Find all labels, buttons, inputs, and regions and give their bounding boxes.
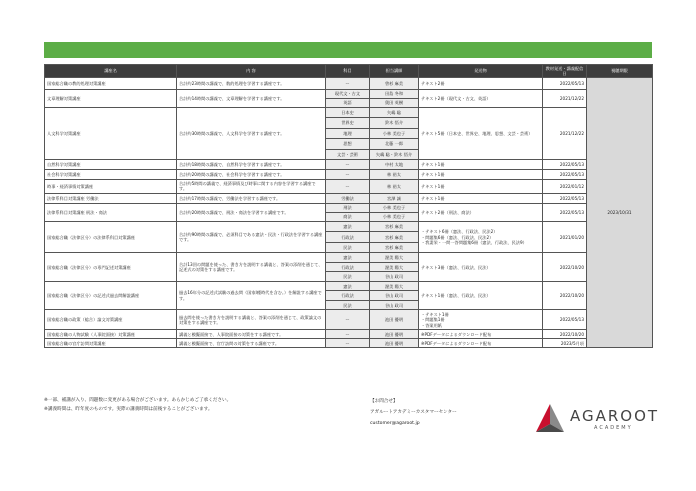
table-row: [45, 253, 653, 263]
contact-block: [370, 396, 457, 429]
course-content: 合計13回の問題を使った、書き方を説明する講義と、答案の添削を通じて、記述式の対策をする講座です。: [177, 253, 326, 282]
instructor-cell: 池田 優明: [370, 330, 419, 339]
course-name: 国家総合職（法律区分）の法律系科目対策講座: [45, 221, 177, 253]
logo-wordmark: AGAROOT: [570, 407, 660, 425]
course-content: 講義と模擬面接で、人事院面接の対策をする講座です。: [177, 330, 326, 339]
instructor-cell: 池田 優明: [370, 310, 419, 330]
instructor-cell: 中村 太地: [370, 159, 419, 169]
course-name: 国家総合職（法律区分）の専門記述対策講座: [45, 253, 177, 282]
course-name: 国家総合職の人物試験（人事院面接）対策講座: [45, 330, 177, 339]
date-cell: 2021/12/22: [543, 108, 587, 160]
course-name: 国家総合職の政策（総合）論文対策講座: [45, 310, 177, 330]
instructor-cell: 宮澤 誠: [370, 193, 419, 203]
subject-cell: 行政法: [326, 291, 370, 301]
instructor-cell: 林 裕太: [370, 169, 419, 179]
table-row: [45, 193, 653, 203]
course-content: 合計約5時間の講義で、経済事情及び時事に関する内容を学習する講座です。: [177, 179, 326, 193]
subject-cell: 民法: [326, 242, 370, 253]
material-cell: ・テキスト1冊 ・問題集1冊 ・答案用紙: [419, 310, 543, 330]
instructor-cell: 田島 冬和: [370, 90, 419, 99]
table-row: [45, 78, 653, 90]
course-name: 国家総合職の教的処理対策講座: [45, 78, 177, 90]
contact-label: 【お問合せ】: [370, 399, 398, 404]
instructor-cell: 小林 美也子: [370, 203, 419, 212]
agaroot-logo: [532, 402, 660, 438]
course-content: 合計約20時間の講義で、刑法・商法を学習する講座です。: [177, 203, 326, 221]
date-cell: 2023/5月頃: [543, 339, 587, 348]
subject-cell: 憲法: [326, 253, 370, 263]
subject-cell: 憲法: [326, 221, 370, 232]
course-content: 過去16年分の記述式試験の過去問（国家I種時代を含む。）を解説する講座です。: [177, 281, 326, 310]
course-name: 法律系科目対策講座 刑法・商法: [45, 203, 177, 221]
table-row: [45, 221, 653, 232]
subject-cell: ー: [326, 339, 370, 348]
course-content: 合計約17時間の講義で、労働法を学習する講座です。: [177, 193, 326, 203]
course-content: 合計約30時間の講義で、人文科学を学習する講座です。: [177, 108, 326, 160]
date-cell: 2022/05/13: [543, 169, 587, 179]
instructor-cell: 奥田 英樹: [370, 99, 419, 108]
subject-cell: 刑法: [326, 203, 370, 212]
material-cell: テキスト5冊（日本史、世界史、地理、思想、文芸・芸術）: [419, 108, 543, 160]
material-cell: テキスト2冊（刑法、商法）: [419, 203, 543, 221]
subject-cell: ー: [326, 78, 370, 90]
course-content: 合計約90時間の講義で、必須科目である憲法・民法・行政法を学習する講座です。: [177, 221, 326, 253]
date-cell: 2022/05/13: [543, 159, 587, 169]
course-name: 国家総合職の官庁訪問対策講座: [45, 339, 177, 348]
footnote: ※一部、補講が入り、問題数に変更がある場合がございます。あらかじめご了承ください。: [44, 398, 232, 403]
subject-cell: ー: [326, 330, 370, 339]
instructor-cell: 宮杉 麻美: [370, 221, 419, 232]
logo-subtitle: ACADEMY: [594, 425, 633, 431]
instructor-cell: 谷山 政司: [370, 300, 419, 310]
subject-cell: 商法: [326, 212, 370, 221]
date-cell: 2022/05/13: [543, 203, 587, 221]
table-row: [45, 90, 653, 99]
table-row: [45, 310, 653, 330]
subject-cell: 世界史: [326, 118, 370, 128]
table-row: [45, 281, 653, 291]
course-name: 文章理解対策講座: [45, 90, 177, 108]
course-content: 過去問を使った書き方を説明する講義と、答案の添削を通じて、政策論文の対策をする講座です。: [177, 310, 326, 330]
contact-org: アガルートアカデミーカスタマーセンター: [370, 410, 457, 415]
instructor-cell: 小林 美也子: [370, 128, 419, 138]
course-content: 講義と模擬面接で、官庁訪問の対策をする講座です。: [177, 339, 326, 348]
instructor-cell: 渥美 陽大: [370, 281, 419, 291]
instructor-cell: 宮杉 麻美: [370, 232, 419, 243]
instructor-cell: 渥美 陽大: [370, 253, 419, 263]
course-name: 自然科学対策講座: [45, 159, 177, 169]
material-cell: テキスト1冊: [419, 169, 543, 179]
subject-cell: ー: [326, 179, 370, 193]
subject-cell: 思想: [326, 139, 370, 149]
subject-cell: 労働法: [326, 193, 370, 203]
subject-cell: ー: [326, 310, 370, 330]
table-row: [45, 169, 653, 179]
date-cell: 2022/01/12: [543, 179, 587, 193]
course-name: 法律系科目対策講座 労働法: [45, 193, 177, 203]
material-cell: テキスト1冊（憲法、行政法、民法）: [419, 281, 543, 310]
table-row: [45, 339, 653, 348]
logo-triangle-icon: [532, 402, 568, 438]
subject-cell: 文芸・芸術: [326, 149, 370, 159]
table-row: [45, 159, 653, 169]
course-content: 合計約20時間の講義で、社会科学を学習する講座です。: [177, 169, 326, 179]
subject-cell: 民法: [326, 272, 370, 282]
subject-cell: 英語: [326, 99, 370, 108]
instructor-cell: 曽杉 麻美: [370, 78, 419, 90]
instructor-cell: 池田 優明: [370, 339, 419, 348]
header-date: 教材発送・講義配信日: [543, 65, 587, 78]
course-content: 合計約14時間の講義で、文章理解を学習する講座です。: [177, 90, 326, 108]
subject-cell: ー: [326, 169, 370, 179]
instructor-cell: 小林 美也子: [370, 212, 419, 221]
header-course-name: 講座名: [45, 65, 177, 78]
date-cell: 2022/05/13: [543, 193, 587, 203]
material-cell: テキスト1冊: [419, 179, 543, 193]
material-cell: テキスト2冊: [419, 78, 543, 90]
instructor-cell: 林 裕太: [370, 179, 419, 193]
footnote: ※講義時間は、昨年度のものです。実際の講義時間は前後することがございます。: [44, 407, 213, 412]
course-name: 時事・経済事情対策講座: [45, 179, 177, 193]
subject-cell: 民法: [326, 300, 370, 310]
header-material: 発送物: [419, 65, 543, 78]
instructor-cell: 矢嶋 聡: [370, 108, 419, 118]
material-cell: テキスト3冊（憲法、行政法、民法）: [419, 253, 543, 282]
instructor-cell: 宮杉 麻美: [370, 242, 419, 253]
table-header-row: [45, 65, 653, 78]
date-cell: 2022/05/13: [543, 78, 587, 90]
header-instructor: 担当講師: [370, 65, 419, 78]
table-row: [45, 330, 653, 339]
course-name: 国家総合職（法律区分）の記述式過去問解説講座: [45, 281, 177, 310]
subject-cell: 憲法: [326, 281, 370, 291]
course-table: [44, 64, 653, 348]
material-cell: テキスト1冊: [419, 193, 543, 203]
contact-email[interactable]: customer@agaroot.jp: [370, 421, 420, 426]
table-row: [45, 108, 653, 118]
course-content: 合計約23時間の講義で、数的処理を学習する講座です。: [177, 78, 326, 90]
instructor-cell: 渥美 陽大: [370, 262, 419, 272]
subject-cell: 行政法: [326, 232, 370, 243]
date-cell: 2021/12/22: [543, 90, 587, 108]
subject-cell: 現代文・古文: [326, 90, 370, 99]
course-name: 人文科学対策講座: [45, 108, 177, 160]
instructor-cell: 北藤 一郎: [370, 139, 419, 149]
subject-cell: 日本史: [326, 108, 370, 118]
expiry-cell: 2023/10/31: [587, 78, 653, 348]
subject-cell: 地理: [326, 128, 370, 138]
course-content: 合計約18時間の講義で、自然科学を学習する講座です。: [177, 159, 326, 169]
subject-cell: 行政法: [326, 262, 370, 272]
date-cell: 2022/05/13: [543, 310, 587, 330]
header-expiry: 視聴期限: [587, 65, 653, 78]
table-row: [45, 179, 653, 193]
header-subject: 科目: [326, 65, 370, 78]
instructor-cell: 谷山 政司: [370, 291, 419, 301]
date-cell: 2022/10/20: [543, 253, 587, 282]
material-cell: ※PDFデータによるダウンロード配布: [419, 339, 543, 348]
instructor-cell: 鈴木 悟介: [370, 118, 419, 128]
instructor-cell: 矢嶋 聡・鈴木 悟介: [370, 149, 419, 159]
material-cell: テキスト2冊（現代文・古文、英語）: [419, 90, 543, 108]
date-cell: 2022/10/20: [543, 330, 587, 339]
table-row: [45, 203, 653, 212]
header-content: 内 容: [177, 65, 326, 78]
course-name: 社会科学対策講座: [45, 169, 177, 179]
material-cell: ※PDFデータによるダウンロード配布: [419, 330, 543, 339]
instructor-cell: 谷山 政司: [370, 272, 419, 282]
date-cell: 2021/01/20: [543, 221, 587, 253]
subject-cell: ー: [326, 159, 370, 169]
date-cell: 2022/10/20: [543, 281, 587, 310]
material-cell: テキスト1冊: [419, 159, 543, 169]
footnotes: [44, 396, 231, 414]
material-cell: ・テキスト6冊（憲法、行政法、民法2） ・問題集6冊（憲法、行政法、民法2） ・我妻栄・一問一答問題集6冊（憲法、行政法、民法9）: [419, 221, 543, 253]
title-banner: [44, 42, 652, 58]
